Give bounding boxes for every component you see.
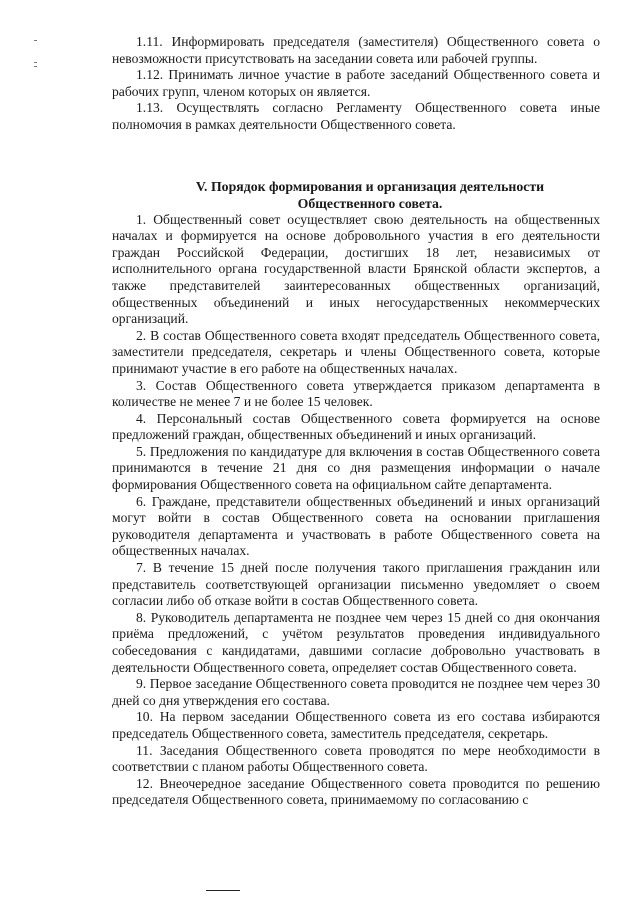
footer-rule xyxy=(206,890,240,891)
section-paragraph-1: 1. Общественный совет осуществляет свою деятельность на общественных началах и формируется на основе добровольного участия в его деятельности граждан Российской Федерации, достигших 18 лет, независимых от исполнительного органа государственной власти Брянской области экспертов, а также представителей заинтересованных общественных организаций, общественных объединений и иных негосударственных некоммерческих организаций. xyxy=(112,211,600,327)
section-paragraph-3: 3. Состав Общественного совета утверждается приказом департамента в количестве не менее 7 и не более 15 человек. xyxy=(112,377,600,410)
section-paragraph-5: 5. Предложения по кандидатуре для включения в состав Общественного совета принимаются в течение 21 дня со дня размещения информации о начале формирования Общественного совета на официальном сайте департамента. xyxy=(112,443,600,493)
section-paragraph-11: 11. Заседания Общественного совета проводятся по мере необходимости в соответствии с планом работы Общественного совета. xyxy=(112,742,600,775)
section-paragraph-6: 6. Граждане, представители общественных объединений и иных организаций могут войти в состав Общественного совета на основании приглашения руководителя департамента и участвовать в работе Общественного совета на общественных началах. xyxy=(112,493,600,559)
section-paragraph-9: 9. Первое заседание Общественного совета проводится не позднее чем через 30 дней со дня утверждения его состава. xyxy=(112,676,600,708)
scan-edge-mark xyxy=(34,62,37,63)
scan-edge-mark xyxy=(34,40,37,41)
section-paragraph-2: 2. В состав Общественного совета входят председатель Общественного совета, заместители председателя, секретарь и члены Общественного совета, которые принимают участие в его работе на общественных началах. xyxy=(112,327,600,376)
scan-edge-mark xyxy=(34,66,37,67)
section-paragraph-8: 8. Руководитель департамента не позднее чем через 15 дней со дня окончания приёма предложений, с учётом результатов проведения индивидуального собеседования с кандидатами, давшими согласие добровольно участвовать в деятельности Общественного совета, определяет состав Общественного совета. xyxy=(112,609,600,675)
paragraph-1-13: 1.13. Осуществлять согласно Регламенту Общественного совета иные полномочия в рамках деятельности Общественного совета. xyxy=(112,100,600,132)
section-paragraph-4: 4. Персональный состав Общественного совета формируется на основе предложений граждан, общественных объединений и иных организаций. xyxy=(112,410,600,443)
paragraph-1-12: 1.12. Принимать личное участие в работе заседаний Общественного совета и рабочих групп, членом которых он является. xyxy=(112,67,600,99)
section-gap xyxy=(112,134,600,178)
section-paragraph-12: 12. Внеочередное заседание Общественного совета проводится по решению председателя Общественного совета, принимаемому по согласованию с xyxy=(112,775,600,808)
section-heading-line2: Общественного совета. xyxy=(297,195,443,211)
section-heading-line1: V. Порядок формирования и организация деятельности xyxy=(195,178,545,194)
section-paragraph-7: 7. В течение 15 дней после получения такого приглашения гражданин или представитель соответствующей организации письменно уведомляет о своем согласии либо об отказе войти в состав Общественного совета. xyxy=(112,560,600,609)
document-page xyxy=(112,34,600,809)
paragraph-1-11: 1.11. Информировать председателя (заместителя) Общественного совета о невозможности присутствовать на заседании совета или рабочей группы. xyxy=(112,34,600,66)
section-paragraph-10: 10. На первом заседании Общественного совета из его состава избираются председатель Общественного совета, заместитель председателя, секретарь. xyxy=(112,709,600,741)
section-heading xyxy=(112,178,600,212)
